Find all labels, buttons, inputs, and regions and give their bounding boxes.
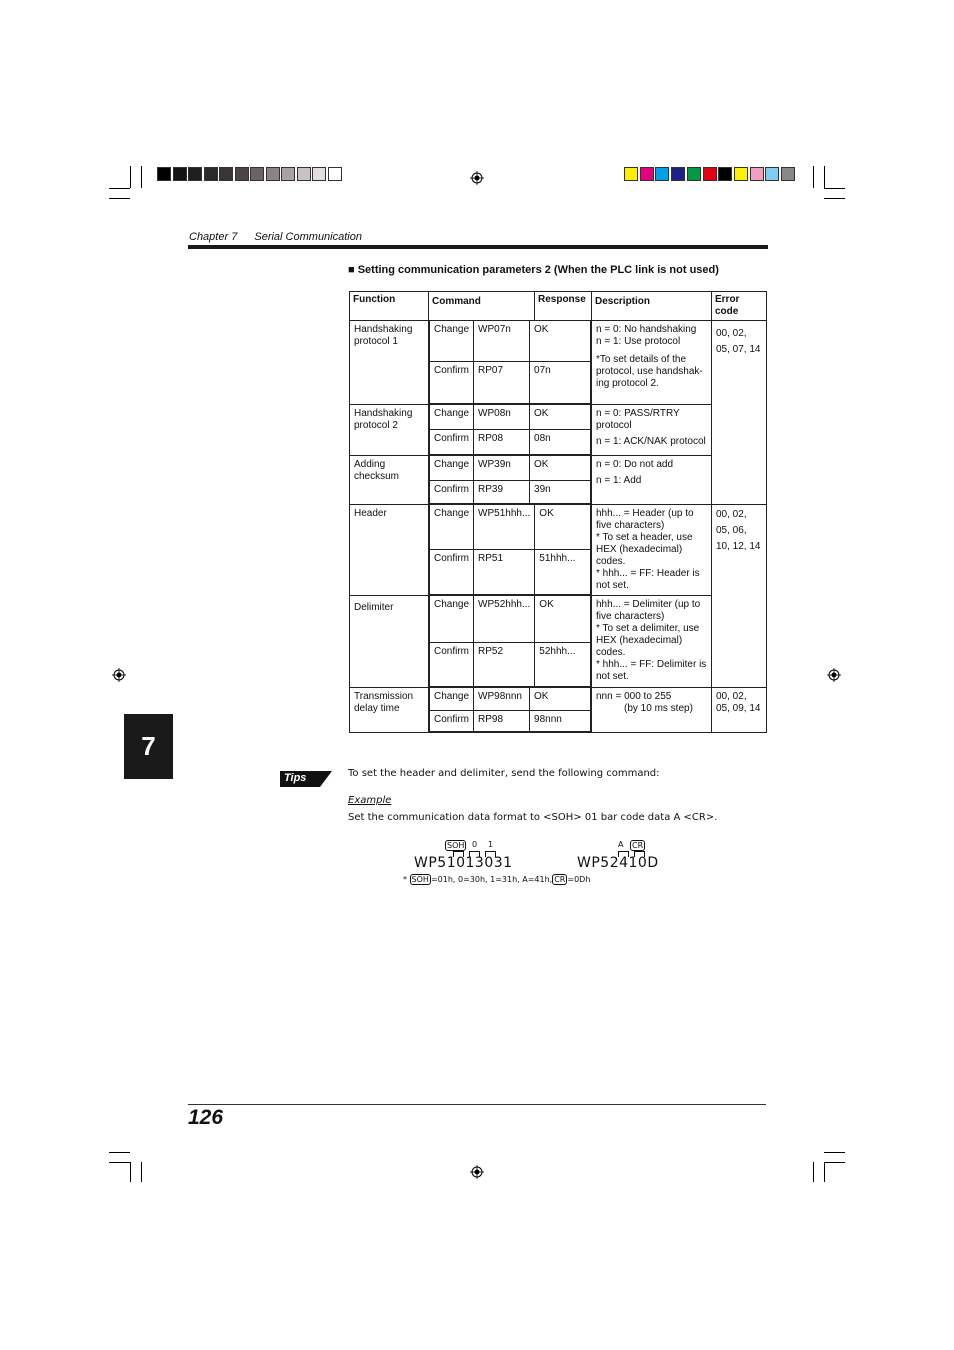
registration-mark-right <box>827 668 841 682</box>
description-cell <box>592 404 712 456</box>
table-header-row <box>350 292 767 321</box>
command-response-cell <box>429 687 592 733</box>
command-delimiter-example: WP52410D <box>577 855 659 871</box>
command-response-cell <box>429 456 592 505</box>
function-cell: Header <box>350 504 429 596</box>
description-line: n = 0: PASS/RTRY protocol <box>596 407 680 431</box>
change-label: Change <box>430 456 474 480</box>
error-codes: 00, 02, 05, 09, 14 <box>716 690 761 714</box>
section-title: ■ Setting communication parameters 2 (When the PLC link is not used) <box>348 264 719 276</box>
footer-rule <box>188 1104 766 1105</box>
cr-label: CR <box>632 841 644 850</box>
page-number: 126 <box>188 1106 224 1129</box>
description-line: n = 1: ACK/NAK protocol <box>596 435 706 447</box>
gray-swatch <box>312 167 326 181</box>
gray-swatch <box>235 167 249 181</box>
color-swatch <box>655 167 669 181</box>
change-command: WP39n <box>474 456 530 480</box>
color-swatch <box>765 167 779 181</box>
confirm-response: 51hhh... <box>535 550 591 595</box>
parameters-table <box>349 291 767 733</box>
error-code-cell <box>712 687 767 733</box>
error-codes: 00, 02, 05, 07, 14 <box>716 328 761 355</box>
description-line: n = 1: Use protocol <box>596 336 681 347</box>
change-command: WP07n <box>474 321 530 361</box>
color-swatch <box>750 167 764 181</box>
chapter-title: Serial Communication <box>254 231 362 243</box>
color-swatch <box>734 167 748 181</box>
change-label: Change <box>430 405 474 430</box>
gray-swatch <box>219 167 233 181</box>
gray-swatch <box>173 167 187 181</box>
function-cell: Handshaking protocol 2 <box>350 404 429 456</box>
gray-swatch <box>188 167 202 181</box>
confirm-command: RP08 <box>474 430 530 455</box>
confirm-response: 07n <box>530 361 591 403</box>
zero-label: 0 <box>472 840 478 849</box>
change-label: Change <box>430 505 474 550</box>
gray-swatch <box>204 167 218 181</box>
confirm-command: RP52 <box>474 642 535 686</box>
change-response: OK <box>530 405 591 430</box>
table-row <box>350 456 767 505</box>
chapter-tab: 7 <box>124 714 173 779</box>
function-cell: Delimiter <box>350 596 429 688</box>
change-response: OK <box>535 505 591 550</box>
code-footnote: * SOH =01h, 0=30h, 1=31h, A=41h, CR =0Dh <box>403 875 591 884</box>
color-swatch <box>671 167 685 181</box>
col-header-response: Response <box>535 292 592 321</box>
soh-label: SOH <box>447 841 465 850</box>
description-line: hhh... = Header (up to five characters) <box>596 507 694 531</box>
confirm-label: Confirm <box>430 642 474 686</box>
change-command: WP51hhh... <box>474 505 535 550</box>
command-response-cell <box>429 596 592 688</box>
gray-swatch <box>328 167 342 181</box>
gray-swatch <box>157 167 171 181</box>
description-line: nnn = 000 to 255 <box>596 690 672 702</box>
description-note: * To set a delimiter, use HEX (hexadecimal) codes. <box>596 623 700 658</box>
change-command: WP52hhh... <box>474 596 535 642</box>
confirm-response: 52hhh... <box>535 642 591 686</box>
error-code-cell <box>712 321 767 505</box>
col-header-command: Command <box>429 292 535 321</box>
color-swatch <box>718 167 732 181</box>
function-cell: Transmission delay time <box>350 687 429 733</box>
change-label: Change <box>430 596 474 642</box>
change-label: Change <box>430 688 474 711</box>
header-rule <box>188 245 768 249</box>
tips-text: To set the header and delimiter, send the following command: <box>348 768 660 779</box>
description-line: hhh... = Delimiter (up to five characters) <box>596 599 701 622</box>
gray-swatch <box>281 167 295 181</box>
command-response-cell <box>429 321 592 405</box>
table-row <box>350 687 767 733</box>
description-line: n = 0: No handshaking <box>596 324 697 335</box>
confirm-response: 39n <box>530 480 591 503</box>
command-response-cell <box>429 504 592 596</box>
confirm-response: 08n <box>530 430 591 455</box>
gray-swatch <box>266 167 280 181</box>
example-label: Example <box>348 795 392 806</box>
confirm-command: RP98 <box>474 711 530 732</box>
error-code-cell <box>712 504 767 687</box>
registration-mark-left <box>112 668 126 682</box>
gray-swatch <box>297 167 311 181</box>
table-row <box>350 404 767 456</box>
running-header <box>189 231 376 243</box>
function-cell: Adding checksum <box>350 456 429 505</box>
confirm-label: Confirm <box>430 430 474 455</box>
change-response: OK <box>530 456 591 480</box>
description-note: * To set a header, use HEX (hexadecimal) codes. <box>596 531 693 567</box>
description-note: * hhh... = FF: Header is not set. <box>596 567 700 591</box>
function-cell: Handshaking protocol 1 <box>350 321 429 405</box>
one-label: 1 <box>488 840 494 849</box>
confirm-command: RP39 <box>474 480 530 503</box>
description-cell <box>592 321 712 405</box>
description-cell <box>592 596 712 688</box>
confirm-label: Confirm <box>430 711 474 732</box>
confirm-label: Confirm <box>430 550 474 595</box>
confirm-command: RP07 <box>474 361 530 403</box>
confirm-label: Confirm <box>430 361 474 403</box>
change-response: OK <box>530 688 591 711</box>
change-command: WP08n <box>474 405 530 430</box>
change-response: OK <box>530 321 591 361</box>
error-codes: 00, 02, 05, 06, 10, 12, 14 <box>716 508 761 552</box>
description-line: n = 0: Do not add <box>596 459 674 470</box>
chapter-number: Chapter 7 <box>189 231 238 243</box>
description-note: *To set details of the protocol, use handshak-ing protocol 2. <box>596 354 703 389</box>
change-response: OK <box>535 596 591 642</box>
col-header-description: Description <box>592 292 712 321</box>
example-text: Set the communication data format to <SOH> 01 bar code data A <CR>. <box>348 812 718 823</box>
color-swatch <box>703 167 717 181</box>
command-header-example: WP51013031 <box>414 855 513 871</box>
gray-swatch <box>250 167 264 181</box>
table-row <box>350 504 767 596</box>
color-swatch <box>624 167 638 181</box>
command-response-cell <box>429 404 592 456</box>
change-label: Change <box>430 321 474 361</box>
change-command: WP98nnn <box>474 688 530 711</box>
registration-mark-top <box>470 171 484 185</box>
description-line: (by 10 ms step) <box>624 702 693 714</box>
description-line: n = 1: Add <box>596 475 642 486</box>
col-header-function: Function <box>350 292 429 321</box>
a-label: A <box>618 840 624 849</box>
color-swatch <box>781 167 795 181</box>
registration-mark-bottom <box>470 1165 484 1179</box>
description-cell <box>592 687 712 733</box>
col-header-error-code: Error code <box>712 292 767 321</box>
description-note: * hhh... = FF: Delimiter is not set. <box>596 659 707 682</box>
confirm-label: Confirm <box>430 480 474 503</box>
confirm-command: RP51 <box>474 550 535 595</box>
table-row <box>350 596 767 688</box>
color-swatch <box>640 167 654 181</box>
tips-label: Tips <box>284 772 307 784</box>
color-swatch <box>687 167 701 181</box>
description-cell <box>592 456 712 505</box>
table-row <box>350 321 767 405</box>
description-cell <box>592 504 712 596</box>
confirm-response: 98nnn <box>530 711 591 732</box>
